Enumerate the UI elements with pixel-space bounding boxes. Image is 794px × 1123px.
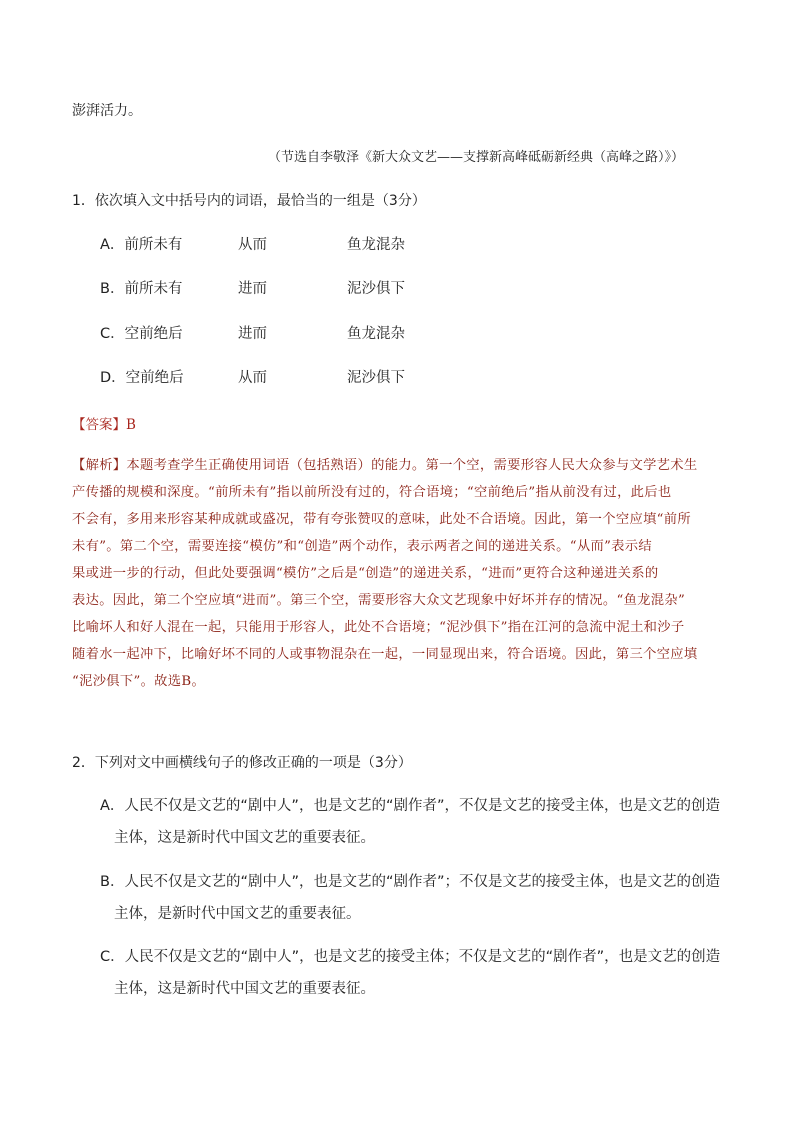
passage-end-text: 澎湃活力。 — [72, 103, 142, 119]
analysis-line: 不会有，多用来形容某种成就或盛况，带有夸张赞叹的意味，此处不合语境。因此，第一个空应填“前所 — [72, 512, 691, 527]
q2-option-c-line1: C．人民不仅是文艺的“剧中人”，也是文艺的接受主体；不仅是文艺的“剧作者”，也是文艺的创造 — [100, 949, 721, 965]
q1-option-b-word1: B．前所未有 — [100, 281, 183, 297]
analysis-line: 产传播的规模和深度。“前所未有”指以前所没有过的，符合语境；“空前绝后”指从前没有过，此后也 — [72, 485, 672, 500]
q2-option-a-line2: 主体，这是新时代中国文艺的重要表征。 — [114, 830, 375, 846]
q2-option-b-line2: 主体，是新时代中国文艺的重要表征。 — [114, 906, 361, 922]
q2-option-b — [100, 866, 740, 930]
q1-option-a-word1: A．前所未有 — [100, 237, 183, 253]
analysis-line: “泥沙俱下”。故选B。 — [72, 674, 206, 689]
analysis-line: 比喻坏人和好人混在一起，只能用于形容人，此处不合语境；“泥沙俱下”指在江河的急流中泥土和沙子 — [72, 620, 685, 635]
question-2-stem: 2．下列对文中画横线句子的修改正确的一项是（3分） — [72, 755, 412, 771]
analysis-line: 果或进一步的行动，但此处要强调“模仿”之后是“创造”的递进关系，“进而”更符合这种递进关系的 — [72, 566, 659, 581]
q1-option-c-word3: 鱼龙混杂 — [347, 326, 405, 342]
q2-option-b-line1: B．人民不仅是文艺的“剧中人”，也是文艺的“剧作者”；不仅是文艺的接受主体，也是文艺的创造 — [100, 874, 720, 890]
analysis-line: 未有”。第二个空，需要连接“模仿”和“创造”两个动作，表示两者之间的递进关系。“从而”表示结 — [72, 539, 652, 554]
analysis-line: 表达。因此，第二个空应填“进而”。第三个空，需要形容大众文艺现象中好坏并存的情况。“鱼龙混杂” — [72, 593, 686, 608]
q1-option-d-word1: D．空前绝后 — [100, 370, 184, 386]
analysis-line: 【解析】本题考查学生正确使用词语（包括熟语）的能力。第一个空，需要形容人民大众参与文学艺术生 — [72, 458, 698, 473]
q1-option-d-word2: 从而 — [238, 370, 267, 386]
q1-analysis — [72, 452, 738, 695]
q1-option-d-word3: 泥沙俱下 — [347, 370, 405, 386]
q1-option-c-word1: C．空前绝后 — [100, 326, 183, 342]
question-1-stem: 1．依次填入文中括号内的词语，最恰当的一组是（3分） — [72, 193, 426, 209]
q1-option-b-word3: 泥沙俱下 — [347, 281, 405, 297]
q1-option-a-word3: 鱼龙混杂 — [347, 237, 405, 253]
q1-option-c-word2: 进而 — [238, 326, 267, 342]
q1-option-b-word2: 进而 — [238, 281, 267, 297]
q2-option-c — [100, 941, 740, 1005]
q1-answer: 【答案】B — [72, 417, 136, 433]
q2-option-a — [100, 790, 740, 854]
analysis-line: 随着水一起冲下，比喻好坏不同的人或事物混杂在一起，一同显现出来，符合语境。因此，第三个空应填 — [72, 647, 698, 662]
q2-option-a-line1: A．人民不仅是文艺的“剧中人”，也是文艺的“剧作者”，不仅是文艺的接受主体，也是文艺的创造 — [100, 798, 720, 814]
q1-option-a-word2: 从而 — [238, 237, 267, 253]
q2-option-c-line2: 主体，这是新时代中国文艺的重要表征。 — [114, 981, 375, 997]
source-citation: （节选自李敬泽《新大众文艺——支撑新高峰砥砺新经典（高峰之路）》） — [268, 150, 685, 165]
